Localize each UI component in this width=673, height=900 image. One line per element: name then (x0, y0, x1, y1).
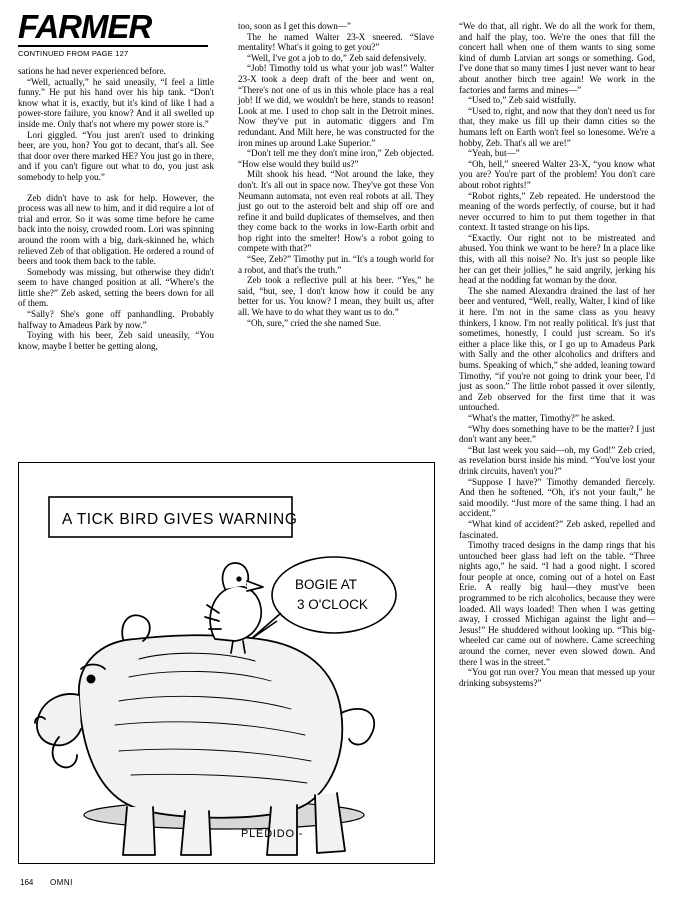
paragraph: The she named Alexandra drained the last of her beer and ventured, “Well, really, Walter, I kind of like it here. I'm not in the same class as you heavy thinkers, I know. I'm not really political. It's just that sometimes, honestly, I could just scream. So it's either a place like this, or I go up to Amadeus Park with Sally and the other alcoholics and drifters and bums. Speaking of which,” she added, leaning toward Timothy, “if you're not going to drink your beer, I'd just as soon.” The little robot passed it over silently, and Zeb observed for the first time that it was untouched. (459, 285, 655, 413)
paragraph: “Don't tell me they don't mine iron,” Zeb objected. “How else would they build us?” (238, 148, 434, 169)
paragraph: “What's the matter, Timothy?” he asked. (468, 412, 615, 423)
paragraph: “Well, actually,” he said uneasily, “I feel a little funny.” He put his hand over his hip tank. “Don't know what it is, exactly, but it's kind of like I had a power-store failure, you know? And it all swelled up inside me. Only that's not where my power store is.” (18, 76, 214, 129)
paragraph: “Why does something have to be the matter? I just don't want any beer.” (459, 423, 655, 445)
paragraph: too, soon as I get this down—” (238, 21, 351, 31)
paragraph: “You got run over? You mean that messed up your drinking subsystems?” (459, 667, 655, 688)
paragraph: Milt shook his head. “Not around the lake, they don't. It's all out in space now. They've got these Von Neumann automata, not even real robots at all. They just go out to the asteroid belt and ship off ore and refine it and build duplicates of themselves, and then they come back to the works in low-Earth orbit and hop right into the smelter! How's a robot going to compete with that?” (238, 169, 434, 254)
paragraph: “See, Zeb?” Timothy put in. “It's a tough world for a robot, and that's the truth.” (238, 254, 434, 275)
masthead-divider (18, 45, 208, 47)
text-column-3 (459, 21, 655, 688)
paragraph: Lori giggled. “You just aren't used to drinking beer, are you, hon? You got to decant, that's all. See that door over there marked HE? You just go in there, and if you can't figure out what to do, you just ask somebody to help you.” (18, 129, 214, 182)
paragraph: “Well, I've got a job to do,” Zeb said defensively. (247, 52, 427, 63)
text-column-2 (238, 21, 434, 328)
paragraph: “Used to,” Zeb said wistfully. (468, 95, 577, 106)
magazine-name: OMNI (50, 878, 73, 887)
paragraph: “Robot rights,” Zeb repeated. He understood the meaning of the words perfectly, of course, but it had never occurred to him to put them together in that context. It tasted strange on his lips. (459, 190, 655, 233)
paragraph: Toying with his beer, Zeb said uneasily, “You know, maybe I better be getting along, (18, 330, 214, 351)
paragraph: “Oh, hell,” sneered Walter 23-X, “you know what you are? You're part of the problem! You don't care about robot rights!” (459, 158, 655, 190)
paragraph: “Oh, sure,” cried the she named Sue. (247, 317, 382, 328)
continued-from-label: CONTINUED FROM PAGE 127 (18, 49, 129, 58)
page-content (18, 10, 655, 890)
paragraph: “Exactly. Our right not to be mistreated and abused. You think we want to be here? In a place like this, with all this noise? No. It's just so people like her can get their jollies,” he said angrily, jerking his head at the nodding fat woman by the door. (459, 232, 655, 286)
page-number: 164 (20, 878, 34, 887)
paragraph: Zeb took a reflective pull at his beer. “Yes,” he said, “but, see, I don't know how it could be any better for us. You know? I mean, they built us, after all. We have to do what they want us to do.” (238, 275, 434, 318)
paragraph: sations he had never experienced before. (18, 66, 166, 76)
page-footer (20, 878, 73, 887)
paragraph: “Yeah, but—” (468, 148, 520, 159)
artist-signature: PLEDIDO - (241, 828, 304, 840)
masthead (18, 10, 214, 58)
paragraph: The he named Walter 23-X sneered. “Slave mentality! What's it going to get you?” (238, 31, 434, 53)
paragraph: Timothy traced designs in the damp rings that his untouched beer glass had left on the table. “Three nights ago,” he said. “I had a good night. I scored four people at once, coming out of a hotel on East Erie. A really big haul—they must've been programmed to be rich alcoholics, because they were loaded. All ways loaded! Then when I was getting away, I crossed Michigan against the light and—Jesus!” He shuddered without looking up. “This big-wheeled car came out of nowhere. Came screeching around the corner, never even slowed down. And there I was in the street.” (459, 540, 655, 667)
cartoon-illustration (18, 462, 435, 864)
text-column-1 (18, 66, 214, 351)
paragraph: “Sally? She's gone off panhandling. Probably halfway to Amadeus Park by now.” (18, 309, 214, 330)
paragraph: “But last week you said—oh, my God!” Zeb cried, as revelation burst inside his mind. “You've lost your drink circuits, haven't you?” (459, 444, 655, 476)
speech-line-1: BOGIE AT (295, 577, 358, 592)
page-title: FARMER (18, 8, 152, 45)
paragraph: “Job! Timothy told us what your job was!” Walter 23-X took a deep draft of the beer and went on, “There's not one of us in this whole place has a real job! If we did, we wouldn't be here, stands to reason! Look at me. I used to chop salt in the Detroit mines. Now they've put in automatic diggers and I'm redundant. And Milt here, he was constructed for the iron mines up around Lake Superior.” (238, 63, 434, 148)
paragraph: “Suppose I have?” Timothy demanded fiercely. And then he softened. “Oh, it's not your fault,” he said moodily. “Just more of the same thing. I had an accident.” (459, 476, 655, 519)
paragraph: Zeb didn't have to ask for help. However, the process was all new to him, and it did require a lot of trial and error. So it was some time before he came back into the noisy, crowded room. Lori was spinning around the room with a big, dark-skinned he, which relieved Zeb of that obligation. He ordered a round of beers and took them back to the table. (18, 192, 214, 267)
paragraph: “What kind of accident?” Zeb asked, repelled and fascinated. (459, 518, 655, 540)
paragraph: Somebody was missing, but otherwise they didn't seem to have changed position at all. “Where's the little she?” Zeb asked, setting the beers down for all of them. (18, 266, 214, 309)
caption-text: A TICK BIRD GIVES WARNING (62, 511, 298, 528)
paragraph: “We do that, all right. We do all the work for them, and half the play, too. We're the ones that fill the concert hall when one of them wants to sing some kind of dumb Latvian art songs or something. God, I've done that so many times I just never want to hear about another birch tree again! We work in the factories and farms and mines—” (459, 21, 655, 95)
paragraph: “Used to, right, and now that they don't need us for that, they make us fill up their damn cities so the humans left on Earth won't feel so lonesome. We're a hobby, Zeb. That's all we are!” (459, 105, 655, 148)
speech-line-2: 3 O'CLOCK (297, 597, 368, 612)
cartoon-drawing (19, 463, 432, 861)
